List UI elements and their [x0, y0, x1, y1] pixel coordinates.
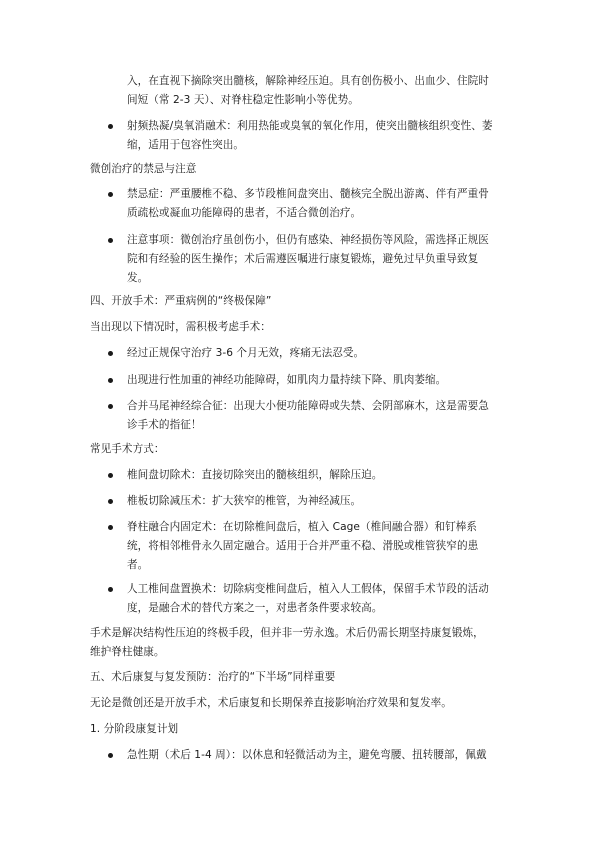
notice-text: 注意事项：微创治疗虽创伤小，但仍有感染、神经损伤等风险，需选择正规医 院和有经验的医生操作；术后需遵医嘱进行康复锻炼，避免过早负重导致复 发。	[127, 234, 489, 284]
ablation-text: 射频热凝/臭氧消融术：利用热能或臭氧的氧化作用，使突出髓核组织变性、萎 缩，适用于包容性突出。	[127, 120, 493, 151]
bullet-dot-icon	[108, 753, 113, 758]
bullet-dot-icon	[108, 192, 113, 197]
bullet-dot-icon	[108, 525, 113, 530]
bullet-dot-icon	[108, 378, 113, 383]
indication-1-text: 经过正规保守治疗 3-6 个月无效，疼痛无法忍受。	[127, 347, 365, 359]
bullet-dot-icon	[108, 404, 113, 409]
contraindication-heading: 微创治疗的禁忌与注意	[90, 163, 197, 175]
section-5-heading: 五、术后康复与复发预防：治疗的“下半场”同样重要	[90, 671, 336, 683]
surgery-type-4-text: 人工椎间盘置换术：切除病变椎间盘后，植入人工假体，保留手术节段的活动 度，是融合术的替代方案之一，对患者条件要求较高。	[127, 583, 489, 614]
surgery-summary: 手术是解决结构性压迫的终极手段，但并非一劳永逸。术后仍需长期坚持康复锻炼， 维护脊柱健康。	[90, 627, 484, 658]
rehab-acute-text: 急性期（术后 1-4 周）：以休息和轻微活动为主，避免弯腰、扭转腰部，佩戴	[127, 749, 487, 761]
bullet-dot-icon	[108, 124, 113, 129]
intro-continuation-text: 入，在直视下摘除突出髓核，解除神经压迫。具有创伤极小、出血少、住院时 间短（常 2-3 天）、对脊柱稳定性影响小等优势。	[127, 75, 489, 106]
surgery-types-intro: 常见手术方式：	[90, 443, 165, 455]
bullet-dot-icon	[108, 473, 113, 478]
bullet-dot-icon	[108, 587, 113, 592]
contraindication-text: 禁忌症：严重腰椎不稳、多节段椎间盘突出、髓核完全脱出游离、伴有严重骨 质疏松或凝血功能障碍的患者，不适合微创治疗。	[127, 188, 489, 219]
section-5-intro: 无论是微创还是开放手术，术后康复和长期保养直接影响治疗效果和复发率。	[90, 697, 452, 709]
surgery-indication-intro: 当出现以下情况时，需积极考虑手术：	[90, 321, 271, 333]
surgery-type-1-text: 椎间盘切除术：直接切除突出的髓核组织，解除压迫。	[127, 469, 383, 481]
bullet-dot-icon	[108, 351, 113, 356]
bullet-dot-icon	[108, 238, 113, 243]
bullet-dot-icon	[108, 499, 113, 504]
surgery-type-3-text: 脊柱融合内固定术：在切除椎间盘后，植入 Cage（椎间融合器）和钉棒系 统，将相邻椎骨永久固定融合。适用于合并严重不稳、滑脱或椎管狭窄的患 者。	[127, 521, 479, 571]
indication-3-text: 合并马尾神经综合征：出现大小便功能障碍或失禁、会阴部麻木，这是需要急 诊手术的指征！	[127, 400, 489, 431]
section-4-heading: 四、开放手术：严重病例的“终极保障”	[90, 295, 272, 307]
surgery-type-2-text: 椎板切除减压术：扩大狭窄的椎管，为神经减压。	[127, 495, 362, 507]
rehab-plan-heading: 1. 分阶段康复计划	[90, 723, 179, 735]
indication-2-text: 出现进行性加重的神经功能障碍，如肌肉力量持续下降、肌肉萎缩。	[127, 374, 447, 386]
